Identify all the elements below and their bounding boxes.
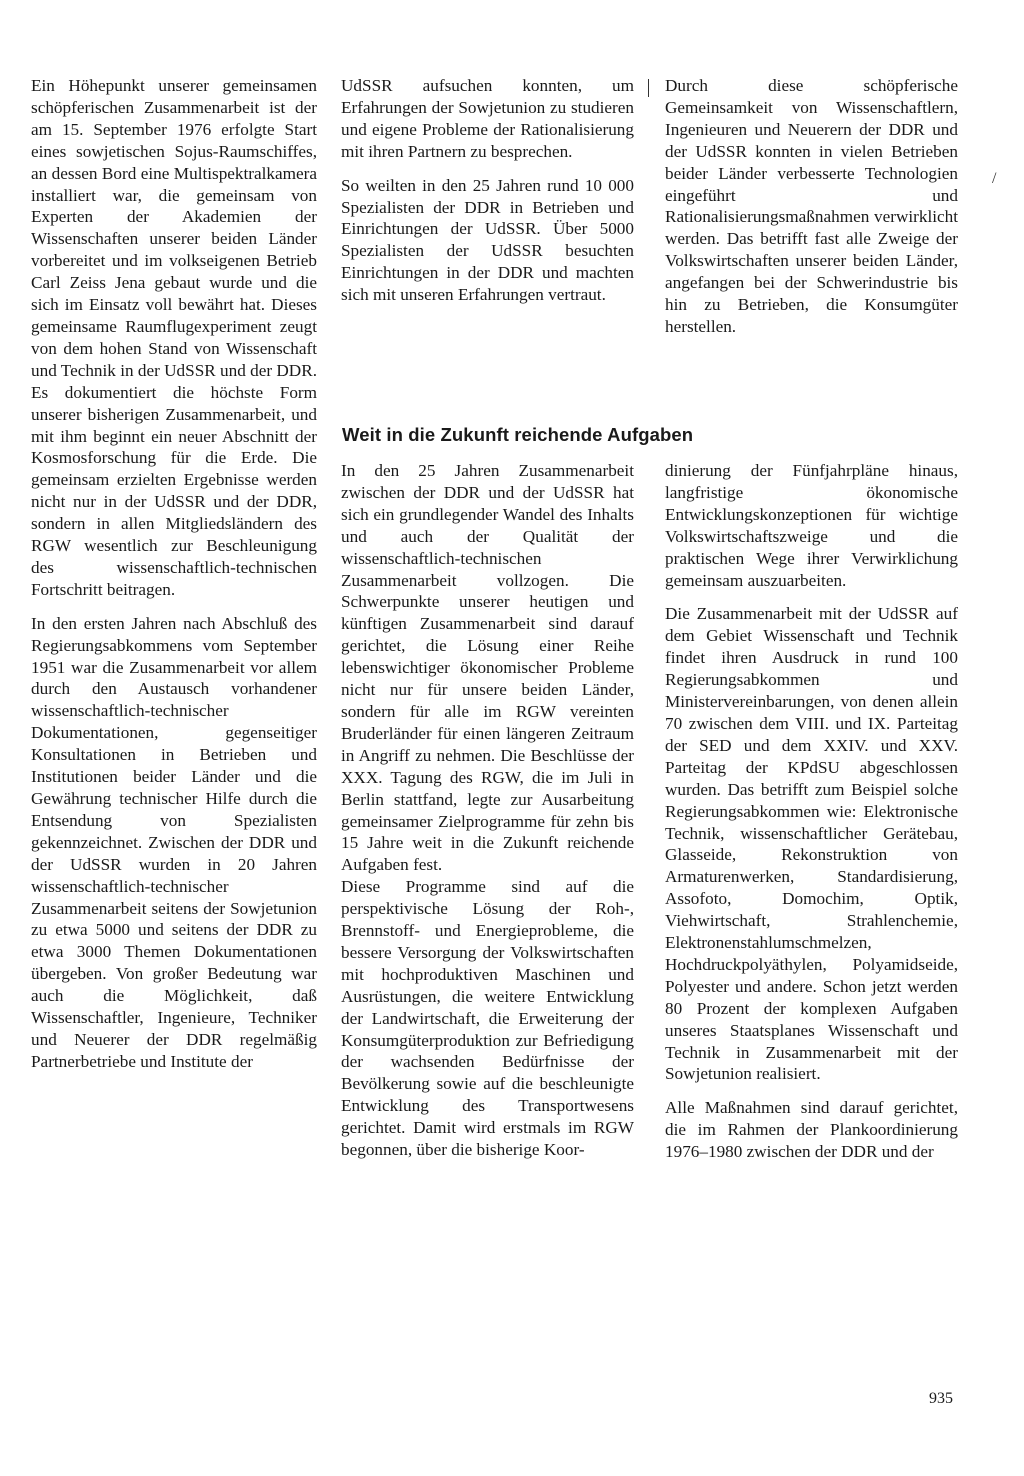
text-column-middle-top bbox=[341, 75, 634, 318]
paragraph: Diese Programme sind auf die perspektivische Lösung der Roh-, Brennstoff- und Energieprobleme, die bessere Versorgung der Volkswirtschaften mit hochproduktiven Maschinen und Ausrüstungen, die weitere Entwicklung der Landwirtschaft, die Erweiterung der Konsumgüterproduktion zur Befriedigung der wachsenden Bedürfnisse der Bevölkerung sowie auf die beschleunigte Entwicklung des Transportwesens gerichtet. Damit wird erstmals im RGW begonnen, über die bisherige Koor- bbox=[341, 877, 634, 1160]
column-rule bbox=[648, 79, 649, 97]
paragraph: In den 25 Jahren Zusammenarbeit zwischen der DDR und der UdSSR hat sich ein grundlegender Wandel des Inhalts und auch der Qualität der wissenschaftlich-technischen Zusammenarbeit vollzogen. Die Schwerpunkte unserer heutigen und künftigen Zusammenarbeit sind darauf gerichtet, die Lösung einer Reihe lebenswichtiger ökonomischer Probleme nicht nur für unsere beiden Länder, sondern für alle im RGW vereinten Bruderländer für einen längeren Zeitraum in Angriff zu nehmen. Die Beschlüsse der XXX. Tagung des RGW, die im Juli in Berlin stattfand, legte zur Ausarbeitung gemeinsamer Zielprogramme für zehn bis 15 Jahre weit in die Zukunft reichende Aufgaben fest. bbox=[341, 461, 634, 875]
margin-mark: / bbox=[992, 170, 997, 187]
text-column-left bbox=[31, 75, 317, 1085]
paragraph: Ein Höhepunkt unserer gemeinsamen schöpferischen Zusammenarbeit ist der am 15. September 1976 erfolgte Start eines sowjetischen Sojus-Raumschiffes, an dessen Bord eine Multispektralkamera installiert war, die gemeinsam von Experten der Akademien der Wissenschaften unserer beiden Länder vorbereitet und im volkseigenen Betrieb Carl Zeiss Jena gebaut wurde und die sich im Einsatz voll bewährt hat. Dieses gemeinsame Raumflugexperiment zeugt von dem hohen Stand von Wissenschaft und Technik in der UdSSR und der DDR. Es dokumentiert die höchste Form unserer bisherigen Zusammenarbeit, und mit ihm beginnt ein neuer Abschnitt der Kosmosforschung für die Erde. Die gemeinsam erzielten Ergebnisse werden nicht nur in der UdSSR und der DDR, sondern in allen Mitgliedsländern des RGW wesentlich zur Beschleunigung des wissenschaftlich-technischen Fortschritt beitragen. bbox=[31, 76, 317, 599]
text-column-right-top bbox=[665, 75, 958, 350]
text-column-middle-bottom bbox=[341, 460, 634, 1173]
paragraph: So weilten in den 25 Jahren rund 10 000 Spezialisten der DDR in Betrieben und Einrichtungen der UdSSR. Über 5000 Spezialisten der UdSSR besuchten Einrichtungen in der DDR und machten sich mit unseren Erfahrungen vertraut. bbox=[341, 175, 634, 305]
paragraph: In den ersten Jahren nach Abschluß des Regierungsabkommens vom September 1951 war die Zusammenarbeit vor allem durch den Austausch vorhandener wissenschaftlich-technischer Dokumentationen, gegenseitiger Konsultationen in Betrieben und Institutionen beider Länder und die Gewährung technischer Hilfe durch die Entsendung von Spezialisten gekennzeichnet. Zwischen der DDR und der UdSSR wurden in 20 Jahren wissenschaftlich-technischer Zusammenarbeit seitens der Sowjetunion zu etwa 5000 und seitens der DDR zu etwa 3000 Themen Dokumentationen übergeben. Von großer Bedeutung war auch die Möglichkeit, daß Wissenschaftler, Ingenieure, Techniker und Neuerer der DDR regelmäßig Partnerbetriebe und Institute der bbox=[31, 613, 317, 1071]
paragraph: Durch diese schöpferische Gemeinsamkeit von Wissenschaftlern, Ingenieuren und Neuerern der DDR und der UdSSR konnten in vielen Betrieben beider Länder verbesserte Technologien eingeführt und Rationalisierungsmaßnahmen verwirklicht werden. Das betrifft fast alle Zweige der Volkswirtschaften unserer beiden Länder, angefangen bei der Schwerindustrie bis hin zu Betrieben, die Konsumgüter herstellen. bbox=[665, 76, 958, 336]
paragraph: Alle Maßnahmen sind darauf gerichtet, die im Rahmen der Plankoordinierung 1976–1980 zwischen der DDR und der bbox=[665, 1098, 958, 1162]
text-column-right-bottom bbox=[665, 460, 958, 1175]
paragraph: Die Zusammenarbeit mit der UdSSR auf dem Gebiet Wissenschaft und Technik findet ihren Ausdruck in rund 100 Regierungsabkommen und Ministervereinbarungen, von denen allein 70 zwischen dem VIII. und IX. Parteitag der SED und dem XXIV. und XXV. Parteitag der KPdSU abgeschlossen wurden. Das betrifft zum Beispiel solche Regierungsabkommen wie: Elektronische Technik, wissenschaftlicher Gerätebau, Glasseide, Rekonstruktion von Armaturenwerken, Standardisierung, Assofoto, Domochim, Optik, Viehwirtschaft, Strahlenchemie, Elektronenstahlumschmelzen, Hochdruckpolyäthylen, Polyamidseide, Polyester und andere. Schon jetzt werden 80 Prozent der komplexen Aufgaben unseres Staatsplanes Wissenschaft und Technik in Zusammenarbeit mit der Sowjetunion realisiert. bbox=[665, 604, 958, 1084]
paragraph: UdSSR aufsuchen konnten, um Erfahrungen der Sowjetunion zu studieren und eigene Probleme der Rationalisierung mit ihren Partnern zu besprechen. bbox=[341, 76, 634, 161]
page-number: 935 bbox=[929, 1390, 953, 1407]
paragraph: dinierung der Fünfjahrpläne hinaus, langfristige ökonomische Entwicklungskonzeptionen für wichtige Volkswirtschaftszweige und die praktischen Wege ihrer Verwirklichung gemeinsam auszuarbeiten. bbox=[665, 461, 958, 590]
section-heading: Weit in die Zukunft reichende Aufgaben bbox=[342, 424, 694, 445]
